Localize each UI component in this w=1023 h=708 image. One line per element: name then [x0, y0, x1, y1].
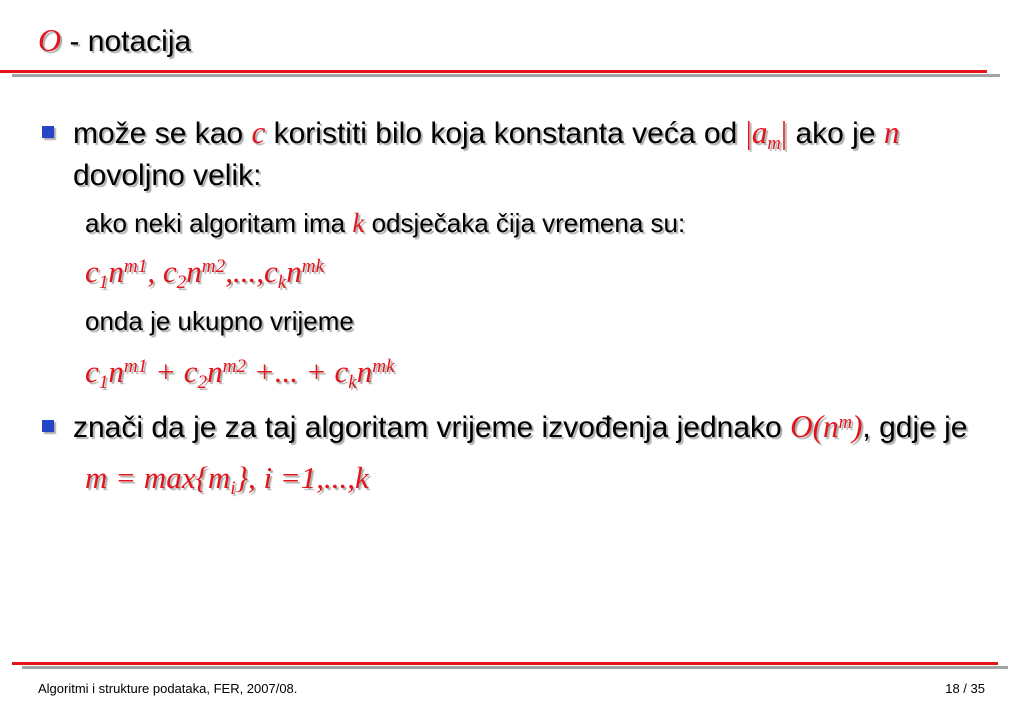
bullet-1-text-b: koristiti bilo koja konstanta veća od	[273, 117, 738, 150]
f1-sub-1: 1	[98, 272, 109, 294]
f2-sup-m1: m1	[123, 356, 148, 378]
f2-sup-mk: mk	[372, 356, 395, 378]
formula-max-m	[85, 460, 369, 500]
f2-n-k: n	[356, 354, 373, 389]
slide-title	[38, 22, 191, 60]
f1-n-k: n	[286, 254, 302, 289]
abs-bar-right: |	[780, 115, 788, 150]
big-o-expr: O(n	[790, 409, 839, 444]
f2-sub-1: 1	[98, 372, 109, 394]
f1-sup-m2: m2	[201, 256, 226, 278]
f2-sub-2: 2	[197, 372, 208, 394]
title-rule	[0, 70, 987, 73]
footer-page-number: 18 / 35	[945, 681, 985, 696]
f1-sub-2: 2	[176, 272, 187, 294]
f2-sub-k: k	[348, 372, 357, 394]
f1-n: n	[108, 254, 124, 289]
formula-times-list	[85, 254, 325, 294]
bullet-1-line-1	[73, 115, 899, 152]
sub-item-1-text-a: ako neki algoritam ima	[85, 208, 346, 238]
f1-n-2: n	[186, 254, 202, 289]
sub-item-2: onda je ukupno vrijeme	[85, 306, 354, 336]
f1-sup-m1: m1	[123, 256, 148, 278]
symbol-a: a	[751, 115, 768, 150]
bullet-1-text-c: ako je	[795, 117, 876, 150]
f2-c: c	[85, 354, 99, 389]
f1-sub-k: k	[277, 272, 287, 294]
bullet-2-text-b: , gdje je	[862, 411, 968, 444]
subscript-m: m	[767, 132, 781, 154]
symbol-k: k	[352, 208, 365, 238]
blue-square-bullet-icon	[42, 420, 54, 432]
footer-rule-shadow	[22, 666, 1008, 669]
big-o-close: )	[852, 409, 863, 444]
title-text: - notacija	[69, 25, 192, 58]
formula-total-time	[85, 354, 395, 394]
bullet-1-line-2: dovoljno velik:	[73, 159, 262, 192]
bullet-2-line	[73, 409, 967, 446]
sub-item-1	[85, 207, 685, 239]
title-symbol: O	[38, 22, 62, 58]
f3-a: m = max{m	[85, 460, 231, 495]
f1-sep-2: ,...,c	[225, 254, 278, 289]
f2-n: n	[108, 354, 124, 389]
footer-course: Algoritmi i strukture podataka, FER, 2007/08.	[38, 681, 298, 696]
big-o-sup-m: m	[838, 411, 853, 433]
symbol-n: n	[883, 115, 900, 150]
bullet-2-text-a: znači da je za taj algoritam vrijeme izvođenja jednako	[73, 411, 782, 444]
abs-bar-left: |	[745, 115, 752, 150]
f2-plus-2: +... + c	[246, 354, 349, 389]
f2-sup-m2: m2	[222, 356, 247, 378]
f1-c: c	[85, 254, 99, 289]
blue-square-bullet-icon	[42, 126, 54, 138]
f2-n-2: n	[207, 354, 223, 389]
f1-sup-mk: mk	[301, 256, 325, 278]
f3-b: }, i =1,...,k	[235, 460, 369, 495]
f1-sep-1: , c	[147, 254, 177, 289]
f3-sub-i: i	[230, 478, 236, 500]
bullet-1-text-a: može se kao	[73, 117, 244, 150]
sub-item-1-text-b: odsječaka čija vremena su:	[371, 208, 686, 238]
symbol-c: c	[251, 115, 266, 150]
f2-plus-1: + c	[147, 354, 198, 389]
title-rule-shadow	[12, 74, 1000, 77]
footer-rule	[12, 662, 998, 665]
